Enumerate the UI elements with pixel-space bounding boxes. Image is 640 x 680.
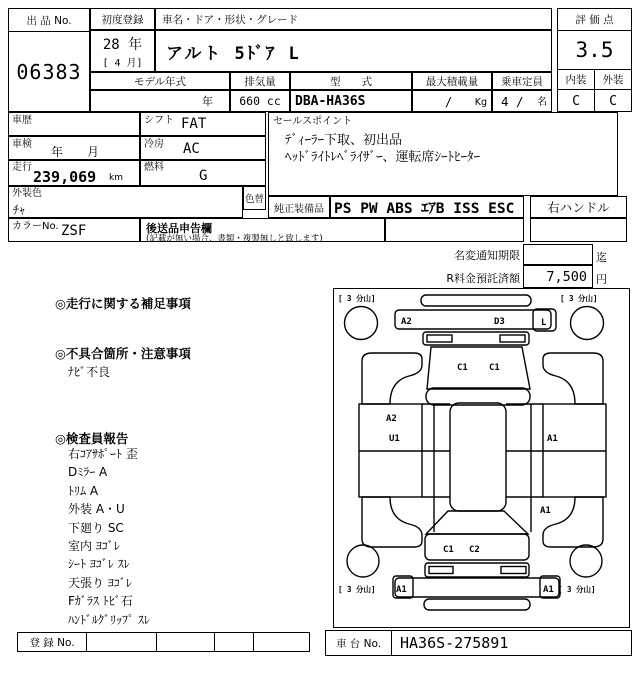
- color-no-value: ZSF: [61, 223, 87, 239]
- reg-divider: [86, 633, 87, 651]
- cooling-label: 冷房: [144, 139, 164, 150]
- chassis-no-label: 車 台 No.: [326, 631, 392, 655]
- interior-grade: C: [558, 90, 595, 113]
- rear-glass-slope: [426, 511, 528, 534]
- car-diagram: [334, 289, 628, 626]
- capacity-header: 乗車定員: [492, 72, 552, 90]
- equipment-label: 純正装備品: [268, 196, 330, 218]
- quarter-rear-right: [543, 497, 603, 547]
- car-name-value: アルト 5ﾄﾞｱ L: [155, 30, 552, 72]
- sales-point-line1: ﾃﾞｨｰﾗｰ下取、初出品: [285, 133, 403, 148]
- quarter-rear-left: [362, 497, 422, 547]
- inspector-item: ｼｰﾄ ﾖｺﾞﾚ ｽﾚ: [68, 557, 130, 572]
- max-load-header: 最大積載量: [412, 72, 492, 90]
- inspector-item: 天張り ﾖｺﾞﾚ: [68, 575, 132, 590]
- rear-wiper-left: [429, 567, 453, 574]
- mark-rear-right: A1: [543, 585, 554, 595]
- defect-item: ﾅﾋﾞ不良: [68, 365, 111, 379]
- mark-quarter-right: A1: [540, 506, 551, 516]
- mark-front-right: L: [541, 318, 547, 328]
- model-year-value: 年: [90, 90, 230, 112]
- late-items-note: (記載が無い場合、書類・複製無しと致します): [146, 234, 323, 244]
- registration-no-table: [17, 632, 310, 652]
- rename-deadline-suffix: 迄: [596, 251, 607, 264]
- rear-wiper-right: [501, 567, 526, 574]
- shift-cell: [140, 112, 266, 136]
- capacity-unit: 名: [537, 97, 547, 108]
- mark-rear-left: A1: [396, 585, 407, 595]
- rear-bumper: [424, 599, 530, 610]
- chassis-no-table: [325, 630, 632, 656]
- exterior-color-value: ﾁｬ: [13, 203, 26, 217]
- mark-front-left: A2: [401, 317, 412, 327]
- capacity-value: [492, 90, 552, 112]
- exterior-grade-header: 外装: [602, 74, 624, 86]
- evaluation-header: 評 価 点: [558, 9, 631, 31]
- capacity-number: 4 /: [501, 94, 524, 109]
- handle-cell: 右ハンドル: [530, 196, 627, 218]
- front-wiper-right: [500, 335, 525, 342]
- model-code-value: DBA-HA36S: [290, 90, 412, 112]
- inspector-report-list: [68, 445, 150, 629]
- shift-value: FAT: [181, 116, 207, 132]
- sales-point-label: セールスポイント: [273, 116, 353, 127]
- inspector-item: 外装 A・U: [68, 502, 125, 517]
- fuel-label: 燃料: [144, 162, 164, 173]
- recycle-fee-field: 7,500: [523, 265, 593, 288]
- mark-front-center: D3: [494, 317, 505, 327]
- color-no-label: カラーNo.: [12, 221, 59, 232]
- reg-divider: [156, 633, 157, 651]
- car-name-header: 車名・ドア・形状・グレード: [155, 8, 552, 30]
- defect-notes-header: ◎不具合箇所・注意事項: [55, 346, 191, 361]
- sales-point-box: [268, 112, 618, 196]
- front-bumper: [421, 295, 531, 306]
- chassis-no-value: HA36S-275891: [400, 634, 509, 652]
- mark-door-left-1: A2: [386, 414, 397, 424]
- mileage-label: 走行: [12, 162, 32, 173]
- cooling-cell: [140, 136, 266, 160]
- exterior-color-cell: [8, 186, 243, 218]
- windshield: [427, 347, 530, 389]
- first-reg-year: 28 年: [102, 37, 143, 53]
- history-label: 車歴: [12, 115, 32, 126]
- sales-point-line2: ﾍｯﾄﾞﾗｲﾄﾚﾍﾞﾗｲｻﾞｰ、運転席ｼｰﾄﾋｰﾀｰ: [285, 150, 481, 165]
- repaint-cell: 色替: [243, 186, 266, 210]
- fender-front-left: [362, 353, 422, 404]
- inspector-report-header: ◎検査員報告: [55, 431, 129, 446]
- front-wiper-left: [427, 335, 452, 342]
- model-year-header: モデル年式: [90, 72, 230, 90]
- max-load-unit: Kg: [474, 97, 487, 108]
- evaluation-box: [557, 8, 632, 112]
- fender-front-right: [543, 353, 603, 404]
- inspector-item: 右ｺｱｻﾎﾟｰﾄ 歪: [68, 447, 138, 461]
- inspector-item: ﾊﾝﾄﾞﾙｸﾞﾘｯﾌﾟ ｽﾚ: [68, 612, 150, 627]
- tire-label-rear-right: [ 3 分山]: [558, 585, 596, 594]
- late-items-label: 後送品申告欄: [146, 222, 212, 235]
- registration-no-label: 登 録 No.: [29, 636, 75, 649]
- inspection-label: 車検: [12, 139, 32, 150]
- wheel-front-left: [345, 307, 378, 340]
- mark-rear-glass-left: C1: [443, 545, 454, 555]
- front-panel: [395, 310, 551, 329]
- lot-number-box: [8, 8, 90, 112]
- wheel-rear-right: [570, 545, 602, 577]
- wheel-front-right: [571, 307, 604, 340]
- mark-rear-glass-right: C2: [469, 545, 480, 555]
- mark-windshield-right: C1: [489, 363, 500, 373]
- fuel-value: G: [199, 168, 208, 184]
- rename-deadline-field: [523, 244, 593, 265]
- inspection-cell: [8, 136, 140, 160]
- inspector-item: ﾄﾘﾑ A: [68, 483, 99, 498]
- mileage-value: 239,069: [33, 168, 97, 186]
- late-items-cell: [140, 218, 385, 242]
- exterior-grade: C: [609, 94, 617, 109]
- running-notes-header: ◎走行に関する補足事項: [55, 296, 191, 311]
- interior-grade-header: 内装: [558, 70, 595, 89]
- model-code-header: 型 式: [290, 72, 412, 90]
- mileage-cell: [8, 160, 140, 186]
- inspector-item: 室内 ﾖｺﾞﾚ: [68, 539, 120, 554]
- cooling-value: AC: [183, 141, 200, 157]
- inspector-item: Fｶﾞﾗｽ ﾄﾋﾞ石: [68, 594, 133, 609]
- wheel-rear-left: [347, 545, 379, 577]
- front-cowl: [423, 332, 529, 345]
- inspection-value: 年 月: [51, 145, 100, 159]
- equipment-value: PS PW ABS ｴｱB ISS ESC: [330, 196, 524, 218]
- grade-values: [558, 90, 631, 113]
- inspector-item: 下廻り SC: [68, 520, 124, 535]
- tire-label-front-left: [ 3 分山]: [338, 294, 376, 303]
- mark-door-left-2: U1: [389, 434, 400, 444]
- displacement-header: 排気量: [230, 72, 290, 90]
- first-registration-header: 初度登録: [90, 8, 155, 30]
- empty-cell-handle: [530, 218, 627, 242]
- tire-label-rear-left: [ 3 分山]: [338, 585, 376, 594]
- car-diagram-box: [333, 288, 630, 628]
- exterior-color-label: 外装色: [12, 188, 42, 199]
- max-load-slash: /: [445, 95, 453, 109]
- rear-panel: [395, 578, 559, 597]
- evaluation-score: 3.5: [558, 31, 631, 70]
- tire-label-front-right: [ 3 分山]: [560, 294, 598, 303]
- recycle-fee-label: R料金預託済額: [446, 272, 520, 285]
- roof: [450, 403, 506, 511]
- reg-divider: [214, 633, 215, 651]
- recycle-fee-suffix: 円: [596, 273, 607, 286]
- lot-number-header: 出 品 No.: [9, 9, 89, 32]
- reg-divider: [253, 633, 254, 651]
- color-no-cell: [8, 218, 140, 242]
- first-registration-value: [90, 30, 155, 72]
- rename-deadline-label: 名変通知期限: [454, 249, 520, 262]
- rear-cowl: [425, 563, 529, 577]
- empty-cell-equip: [385, 218, 524, 242]
- mark-windshield-left: C1: [457, 363, 468, 373]
- fuel-cell: [140, 160, 266, 186]
- history-cell: [8, 112, 140, 136]
- shift-label: シフト: [144, 115, 174, 126]
- first-reg-month: [ 4 月]: [102, 58, 143, 69]
- displacement-value: 660 cc: [230, 90, 290, 112]
- max-load-value: [412, 90, 492, 112]
- grade-headers: [558, 70, 631, 90]
- mark-door-right: A1: [547, 434, 558, 444]
- lot-number-value: 06383: [16, 60, 82, 84]
- mileage-unit: km: [109, 173, 123, 183]
- inspector-item: Dﾐﾗｰ A: [68, 465, 108, 480]
